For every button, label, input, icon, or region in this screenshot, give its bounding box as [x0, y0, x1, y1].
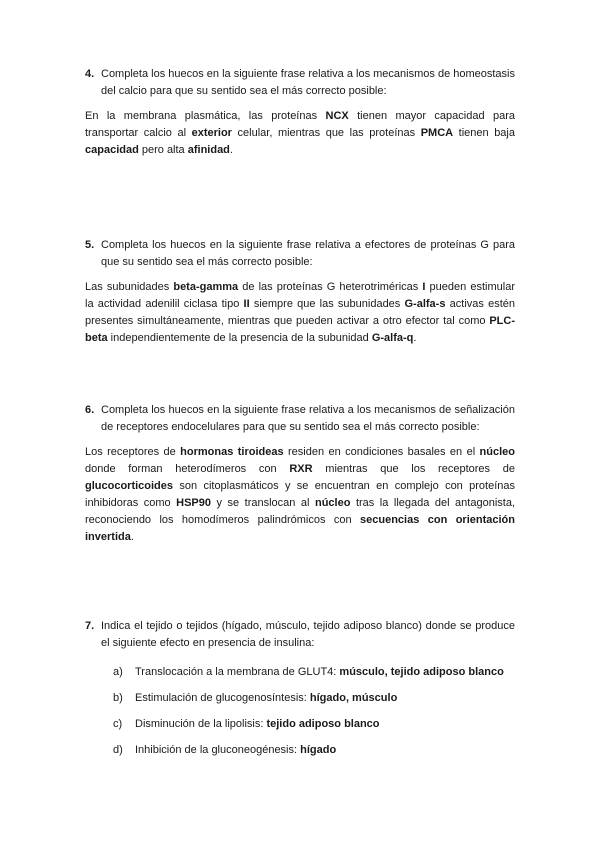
- text-run: Disminución de la lipolisis:: [135, 718, 267, 730]
- text-run: y se translocan al: [210, 497, 315, 509]
- question-5-prompt-row: [85, 237, 515, 271]
- text-run: son citoplasmáticos y se encuentran en complejo con proteínas inhibidoras como: [85, 480, 515, 509]
- answer-list: [85, 664, 515, 759]
- answer-text: [135, 742, 515, 759]
- answer-item-b: [113, 690, 515, 707]
- filled-blank-text: hormonas tiroideas: [180, 446, 284, 458]
- text-run: independientemente de la presencia de la subunidad: [107, 332, 372, 344]
- answer-item-c: [113, 716, 515, 733]
- question-5: [85, 237, 515, 347]
- text-run: Las subunidades: [85, 281, 174, 293]
- answer-letter: d): [113, 744, 123, 756]
- filled-blank-text: PMCA: [420, 127, 454, 139]
- question-number: 4.: [85, 68, 95, 80]
- filled-blank-text: músculo, tejido adiposo blanco: [339, 666, 504, 678]
- answer-text: [135, 690, 515, 707]
- text-run: pero alta: [138, 144, 188, 156]
- text-run: tras la llegada del antagonista, reconociendo los homodímeros palindrómicos con: [85, 497, 515, 526]
- question-prompt: Completa los huecos en la siguiente frase relativa a los mecanismos de homeostasis del calcio para que su sentido sea el más correcto posible:: [101, 68, 515, 97]
- question-number: 5.: [85, 239, 95, 251]
- text-run: tienen mayor capacidad para transportar calcio al: [85, 110, 515, 139]
- filled-blank-text: núcleo: [479, 446, 515, 458]
- filled-blank-text: hígado: [300, 744, 337, 756]
- text-run: pueden estimular la actividad adenilil ciclasa tipo: [85, 281, 515, 310]
- text-run: Inhibición de la gluconeogénesis:: [135, 744, 301, 756]
- filled-blank-text: capacidad: [85, 144, 139, 156]
- text-run: Translocación a la membrana de GLUT4:: [135, 666, 340, 678]
- text-run: celular, mientras que las proteínas: [231, 127, 421, 139]
- text-run: Estimulación de glucogenosíntesis:: [135, 692, 310, 704]
- answer-text: [135, 716, 515, 733]
- text-run: .: [130, 531, 134, 543]
- filled-blank-text: HSP90: [176, 497, 211, 509]
- question-6: [85, 402, 515, 546]
- question-4-prompt-row: [85, 66, 515, 100]
- question-prompt: Indica el tejido o tejidos (hígado, músculo, tejido adiposo blanco) donde se produce el siguiente efecto en presencia de insulina:: [101, 620, 515, 649]
- text-run: .: [229, 144, 233, 156]
- text-run: donde forman heterodímeros con: [85, 463, 290, 475]
- text-run: residen en condiciones basales en el: [283, 446, 480, 458]
- question-7-prompt-row: [85, 618, 515, 652]
- question-7: [85, 618, 515, 759]
- filled-blank-text: G-alfa-s: [404, 298, 446, 310]
- question-prompt: Completa los huecos en la siguiente frase relativa a los mecanismos de señalización de receptores endocelulares para que su sentido sea el más correcto posible:: [101, 404, 515, 433]
- question-4: [85, 66, 515, 159]
- text-run: mientras que los receptores de: [312, 463, 515, 475]
- question-number: 7.: [85, 620, 95, 632]
- question-prompt: Completa los huecos en la siguiente frase relativa a efectores de proteínas G para que su sentido sea el más correcto posible:: [101, 239, 515, 268]
- filled-blank-text: secuencias con orientación invertida: [85, 514, 515, 543]
- filled-blank-text: hígado, músculo: [309, 692, 398, 704]
- text-run: activas estén presentes simultáneamente, mientras que pueden activar a otro efector tal como: [85, 298, 515, 327]
- filled-blank-text: afinidad: [187, 144, 230, 156]
- answer-item-d: [113, 742, 515, 759]
- question-body: [85, 108, 515, 159]
- filled-blank-text: beta-gamma: [173, 281, 239, 293]
- question-6-prompt-row: [85, 402, 515, 436]
- answer-text: [135, 664, 515, 681]
- filled-blank-text: NCX: [325, 110, 349, 122]
- answer-item-a: [113, 664, 515, 681]
- filled-blank-text: G-alfa-q: [371, 332, 414, 344]
- filled-blank-text: PLC-beta: [85, 315, 515, 344]
- text-run: En la membrana plasmática, las proteínas: [85, 110, 326, 122]
- filled-blank-text: núcleo: [314, 497, 351, 509]
- text-run: Los receptores de: [85, 446, 181, 458]
- answer-letter: a): [113, 666, 123, 678]
- text-run: de las proteínas G heterotriméricas: [238, 281, 423, 293]
- text-run: .: [413, 332, 417, 344]
- filled-blank-text: II: [243, 298, 250, 310]
- filled-blank-text: glucocorticoides: [85, 480, 174, 492]
- answer-letter: c): [113, 718, 123, 730]
- filled-blank-text: tejido adiposo blanco: [266, 718, 380, 730]
- answer-letter: b): [113, 692, 123, 704]
- question-body: [85, 444, 515, 546]
- text-run: siempre que las subunidades: [249, 298, 405, 310]
- question-body: [85, 279, 515, 347]
- filled-blank-text: exterior: [191, 127, 232, 139]
- filled-blank-text: I: [422, 281, 426, 293]
- filled-blank-text: RXR: [289, 463, 313, 475]
- question-number: 6.: [85, 404, 95, 416]
- text-run: tienen baja: [453, 127, 515, 139]
